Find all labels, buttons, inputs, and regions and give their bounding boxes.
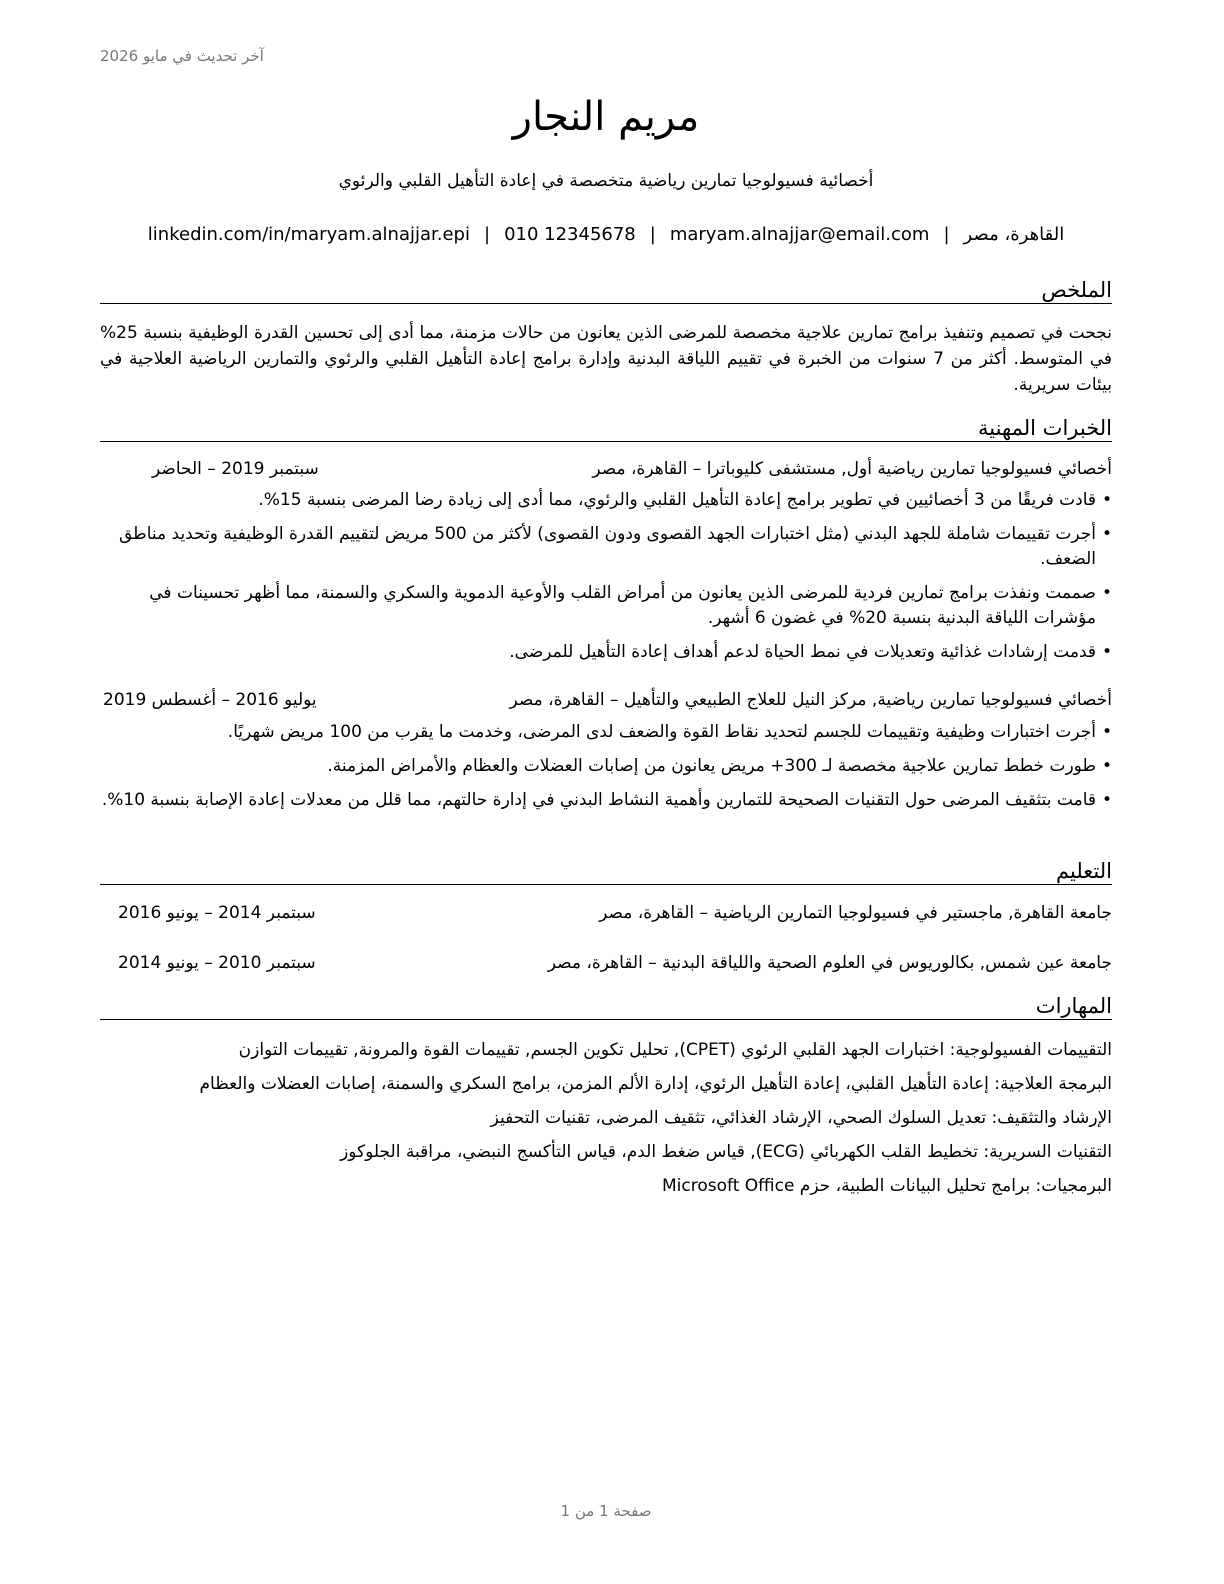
experience-heading: الخبرات المهنية	[100, 416, 1112, 442]
last-updated: آخر تحديث في مايو 2026	[100, 47, 264, 65]
list-item: • أجرت تقييمات شاملة للجهد البدني (مثل اختبارات الجهد القصوى ودون القصوى) لأكثر من 500 مريض لتقييم القدرة الوظيفية وتحديد مناطق الضعف.	[100, 522, 1112, 572]
skill-line: الإرشاد والتثقيف: تعديل السلوك الصحي، الإرشاد الغذائي، تثقيف المرضى، تقنيات التحفيز	[490, 1108, 1112, 1128]
education-item	[100, 903, 1112, 927]
contact-email[interactable]: maryam.alnajjar@email.com	[669, 224, 930, 245]
job-date: يوليو 2016 – أغسطس 2019	[103, 690, 317, 710]
job-header	[100, 690, 1112, 714]
job-title: أخصائي فسيولوجيا تمارين رياضية أول, مستشفى كليوباترا – القاهرة، مصر	[592, 459, 1112, 479]
education-title: جامعة عين شمس, بكالوريوس في العلوم الصحية واللياقة البدنية – القاهرة، مصر	[547, 953, 1112, 973]
education-date: سبتمبر 2010 – يونيو 2014	[118, 953, 316, 973]
education-heading: التعليم	[100, 859, 1112, 885]
list-item: • طورت خطط تمارين علاجية مخصصة لـ 300+ مريض يعانون من إصابات العضلات والعظام والأمراض المزمنة.	[100, 754, 1112, 779]
skill-line: التقييمات الفسيولوجية: اختبارات الجهد القلبي الرئوي (CPET), تحليل تكوين الجسم, تقييمات القوة والمرونة, تقييمات التوازن	[238, 1040, 1112, 1060]
contact-separator: |	[649, 224, 656, 245]
skills-heading: المهارات	[100, 994, 1112, 1020]
education-item	[100, 953, 1112, 977]
skill-line: التقنيات السريرية: تخطيط القلب الكهربائي (ECG), قياس ضغط الدم، قياس التأكسج النبضي، مراقبة الجلوكوز	[340, 1142, 1112, 1162]
contact-linkedin[interactable]: linkedin.com/in/maryam.alnajjar.epi	[147, 224, 470, 245]
job-header	[100, 459, 1112, 483]
list-item: • قادت فريقًا من 3 أخصائيين في تطوير برامج إعادة التأهيل القلبي والرئوي، مما أدى إلى زيادة رضا المرضى بنسبة 15%.	[100, 488, 1112, 513]
education-title: جامعة القاهرة, ماجستير في فسيولوجيا التمارين الرياضية – القاهرة، مصر	[599, 903, 1112, 923]
skill-line: البرمجيات: برامج تحليل البيانات الطبية، حزم Microsoft Office	[662, 1176, 1112, 1196]
job-bullets	[100, 488, 1112, 674]
list-item: • صممت ونفذت برامج تمارين فردية للمرضى الذين يعانون من أمراض القلب والأوعية الدموية والسكري والسمنة، مما أظهر تحسينات في مؤشرات اللياقة البدنية بنسبة 20% في غضون 6 أشهر.	[100, 581, 1112, 631]
education-date: سبتمبر 2014 – يونيو 2016	[118, 903, 316, 923]
job-date: سبتمبر 2019 – الحاضر	[152, 459, 319, 479]
candidate-name: مريم النجار	[512, 94, 700, 140]
skill-line: البرمجة العلاجية: إعادة التأهيل القلبي، إعادة التأهيل الرئوي، إدارة الألم المزمن، برامج السكري والسمنة، إصابات العضلات والعظام	[199, 1074, 1112, 1094]
contact-location: القاهرة، مصر	[963, 224, 1065, 245]
candidate-tagline: أخصائية فسيولوجيا تمارين رياضية متخصصة في إعادة التأهيل القلبي والرئوي	[338, 171, 874, 191]
contact-line	[100, 224, 1112, 245]
contact-separator: |	[943, 224, 950, 245]
list-item: • قدمت إرشادات غذائية وتعديلات في نمط الحياة لدعم أهداف إعادة التأهيل للمرضى.	[100, 640, 1112, 665]
list-item: • أجرت اختبارات وظيفية وتقييمات للجسم لتحديد نقاط القوة والضعف لدى المرضى، وخدمت ما يقرب من 100 مريض شهريًا.	[100, 720, 1112, 745]
job-bullets	[100, 720, 1112, 822]
summary-text: نجحت في تصميم وتنفيذ برامج تمارين علاجية مخصصة للمرضى الذين يعانون من حالات مزمنة، مما أدى إلى تحسين القدرة الوظيفية بنسبة 25% في المتوسط. أكثر من 7 سنوات من الخبرة في تقييم اللياقة البدنية وإدارة برامج إعادة التأهيل القلبي والرئوي والتمارين الرياضية العلاجية في بيئات سريرية.	[100, 323, 1112, 395]
summary-heading: الملخص	[100, 278, 1112, 304]
contact-phone: 010 12345678	[504, 224, 636, 245]
page-number: صفحة 1 من 1	[560, 1502, 652, 1520]
contact-separator: |	[483, 224, 491, 245]
list-item: • قامت بتثقيف المرضى حول التقنيات الصحيحة للتمارين وأهمية النشاط البدني في إدارة حالتهم، مما قلل من معدلات إعادة الإصابة بنسبة 10%.	[100, 788, 1112, 813]
resume-page	[100, 0, 1112, 1584]
job-title: أخصائي فسيولوجيا تمارين رياضية, مركز النيل للعلاج الطبيعي والتأهيل – القاهرة، مصر	[509, 690, 1112, 710]
